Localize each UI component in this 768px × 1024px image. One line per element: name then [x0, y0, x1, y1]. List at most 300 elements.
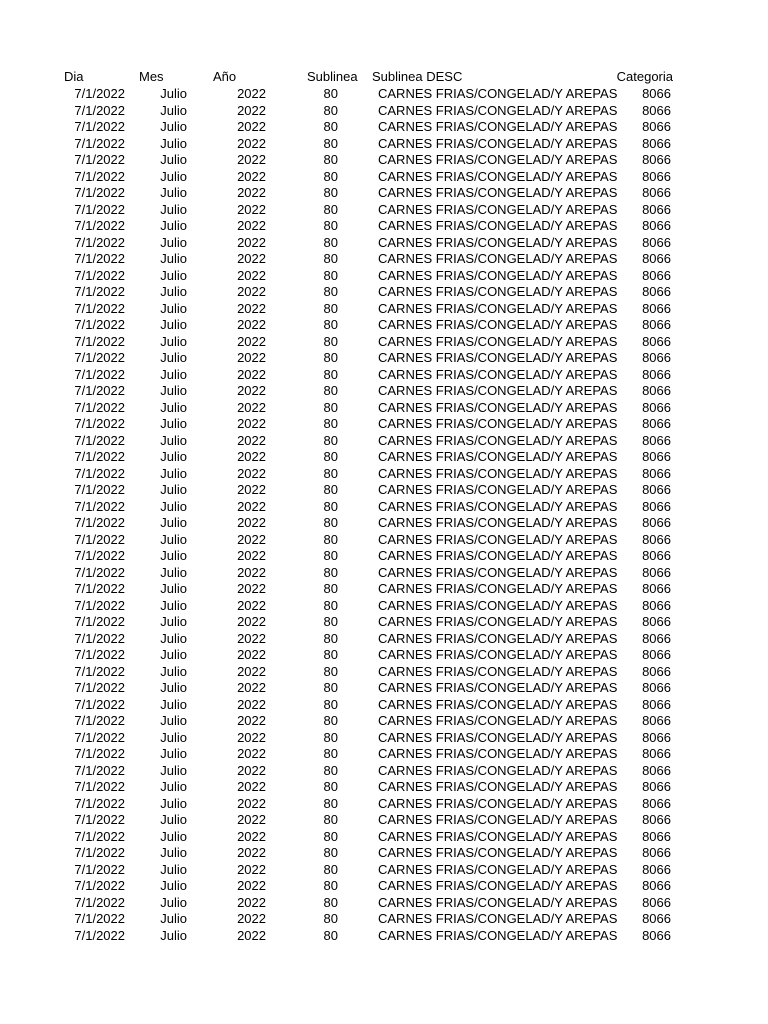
- cell-anio[interactable]: 2022: [237, 102, 266, 118]
- cell-anio[interactable]: 2022: [237, 779, 266, 794]
- cell-dia[interactable]: 7/1/2022: [74, 119, 125, 134]
- cell-mes[interactable]: Julio: [160, 383, 187, 398]
- cell-sublinea[interactable]: 80: [323, 779, 338, 794]
- cell-mes[interactable]: Julio: [160, 251, 187, 266]
- cell-sublinea-desc[interactable]: CARNES FRIAS/CONGELAD/Y AREPAS: [378, 333, 618, 349]
- cell-mes[interactable]: Julio: [160, 218, 187, 233]
- cell-sublinea[interactable]: 80: [323, 399, 338, 415]
- cell-sublinea[interactable]: 80: [323, 795, 338, 811]
- cell-sublinea[interactable]: 80: [323, 531, 338, 547]
- cell-dia[interactable]: 7/1/2022: [74, 86, 125, 101]
- cell-anio[interactable]: 2022: [237, 135, 266, 151]
- cell-dia[interactable]: 7/1/2022: [74, 878, 125, 893]
- cell-categoria[interactable]: 8066: [642, 630, 671, 646]
- cell-mes[interactable]: Julio: [160, 746, 187, 761]
- cell-sublinea[interactable]: 80: [323, 515, 338, 530]
- cell-sublinea[interactable]: 80: [323, 746, 338, 761]
- cell-dia[interactable]: 7/1/2022: [74, 845, 125, 860]
- cell-sublinea-desc[interactable]: CARNES FRIAS/CONGELAD/Y AREPAS: [378, 432, 618, 448]
- cell-sublinea-desc[interactable]: CARNES FRIAS/CONGELAD/Y AREPAS: [378, 614, 618, 629]
- cell-sublinea[interactable]: 80: [323, 234, 338, 250]
- cell-anio[interactable]: 2022: [237, 861, 266, 877]
- cell-categoria[interactable]: 8066: [642, 86, 671, 101]
- cell-mes[interactable]: Julio: [160, 696, 187, 712]
- cell-mes[interactable]: Julio: [160, 548, 187, 563]
- cell-sublinea[interactable]: 80: [323, 597, 338, 613]
- cell-sublinea[interactable]: 80: [323, 548, 338, 563]
- cell-mes[interactable]: Julio: [160, 630, 187, 646]
- cell-dia[interactable]: 7/1/2022: [74, 647, 125, 662]
- cell-dia[interactable]: 7/1/2022: [74, 201, 125, 217]
- cell-anio[interactable]: 2022: [237, 663, 266, 679]
- cell-categoria[interactable]: 8066: [642, 482, 671, 497]
- cell-dia[interactable]: 7/1/2022: [74, 366, 125, 382]
- cell-anio[interactable]: 2022: [237, 911, 266, 926]
- cell-sublinea-desc[interactable]: CARNES FRIAS/CONGELAD/Y AREPAS: [378, 284, 618, 299]
- cell-sublinea[interactable]: 80: [323, 333, 338, 349]
- cell-anio[interactable]: 2022: [237, 828, 266, 844]
- cell-categoria[interactable]: 8066: [642, 383, 671, 398]
- cell-mes[interactable]: Julio: [160, 432, 187, 448]
- cell-sublinea[interactable]: 80: [323, 647, 338, 662]
- cell-sublinea-desc[interactable]: CARNES FRIAS/CONGELAD/Y AREPAS: [378, 119, 618, 134]
- cell-sublinea-desc[interactable]: CARNES FRIAS/CONGELAD/Y AREPAS: [378, 218, 618, 233]
- cell-mes[interactable]: Julio: [160, 482, 187, 497]
- cell-mes[interactable]: Julio: [160, 366, 187, 382]
- cell-sublinea[interactable]: 80: [323, 861, 338, 877]
- cell-dia[interactable]: 7/1/2022: [74, 927, 125, 943]
- cell-categoria[interactable]: 8066: [642, 135, 671, 151]
- cell-mes[interactable]: Julio: [160, 317, 187, 332]
- cell-sublinea[interactable]: 80: [323, 251, 338, 266]
- cell-anio[interactable]: 2022: [237, 317, 266, 332]
- cell-sublinea-desc[interactable]: CARNES FRIAS/CONGELAD/Y AREPAS: [378, 416, 618, 431]
- cell-anio[interactable]: 2022: [237, 548, 266, 563]
- cell-sublinea[interactable]: 80: [323, 878, 338, 893]
- cell-dia[interactable]: 7/1/2022: [74, 548, 125, 563]
- cell-categoria[interactable]: 8066: [642, 498, 671, 514]
- cell-anio[interactable]: 2022: [237, 201, 266, 217]
- cell-sublinea[interactable]: 80: [323, 911, 338, 926]
- cell-dia[interactable]: 7/1/2022: [74, 416, 125, 431]
- cell-sublinea-desc[interactable]: CARNES FRIAS/CONGELAD/Y AREPAS: [378, 647, 618, 662]
- cell-anio[interactable]: 2022: [237, 498, 266, 514]
- cell-mes[interactable]: Julio: [160, 152, 187, 167]
- cell-categoria[interactable]: 8066: [642, 317, 671, 332]
- cell-sublinea-desc[interactable]: CARNES FRIAS/CONGELAD/Y AREPAS: [378, 927, 618, 943]
- cell-sublinea-desc[interactable]: CARNES FRIAS/CONGELAD/Y AREPAS: [378, 383, 618, 398]
- cell-mes[interactable]: Julio: [160, 845, 187, 860]
- cell-sublinea[interactable]: 80: [323, 845, 338, 860]
- cell-dia[interactable]: 7/1/2022: [74, 729, 125, 745]
- cell-anio[interactable]: 2022: [237, 152, 266, 167]
- cell-categoria[interactable]: 8066: [642, 449, 671, 464]
- cell-sublinea[interactable]: 80: [323, 713, 338, 728]
- cell-anio[interactable]: 2022: [237, 465, 266, 481]
- cell-sublinea-desc[interactable]: CARNES FRIAS/CONGELAD/Y AREPAS: [378, 762, 618, 778]
- cell-categoria[interactable]: 8066: [642, 845, 671, 860]
- cell-dia[interactable]: 7/1/2022: [74, 185, 125, 200]
- cell-mes[interactable]: Julio: [160, 333, 187, 349]
- cell-categoria[interactable]: 8066: [642, 284, 671, 299]
- cell-dia[interactable]: 7/1/2022: [74, 630, 125, 646]
- cell-dia[interactable]: 7/1/2022: [74, 696, 125, 712]
- cell-sublinea[interactable]: 80: [323, 383, 338, 398]
- cell-dia[interactable]: 7/1/2022: [74, 498, 125, 514]
- cell-categoria[interactable]: 8066: [642, 399, 671, 415]
- cell-dia[interactable]: 7/1/2022: [74, 531, 125, 547]
- cell-dia[interactable]: 7/1/2022: [74, 102, 125, 118]
- cell-sublinea[interactable]: 80: [323, 135, 338, 151]
- cell-sublinea-desc[interactable]: CARNES FRIAS/CONGELAD/Y AREPAS: [378, 498, 618, 514]
- cell-sublinea[interactable]: 80: [323, 300, 338, 316]
- cell-categoria[interactable]: 8066: [642, 102, 671, 118]
- cell-sublinea-desc[interactable]: CARNES FRIAS/CONGELAD/Y AREPAS: [378, 399, 618, 415]
- cell-sublinea[interactable]: 80: [323, 465, 338, 481]
- cell-dia[interactable]: 7/1/2022: [74, 284, 125, 299]
- cell-sublinea-desc[interactable]: CARNES FRIAS/CONGELAD/Y AREPAS: [378, 152, 618, 167]
- cell-anio[interactable]: 2022: [237, 86, 266, 101]
- cell-anio[interactable]: 2022: [237, 119, 266, 134]
- cell-anio[interactable]: 2022: [237, 416, 266, 431]
- cell-categoria[interactable]: 8066: [642, 812, 671, 827]
- cell-anio[interactable]: 2022: [237, 927, 266, 943]
- cell-dia[interactable]: 7/1/2022: [74, 383, 125, 398]
- cell-sublinea-desc[interactable]: CARNES FRIAS/CONGELAD/Y AREPAS: [378, 878, 618, 893]
- cell-sublinea[interactable]: 80: [323, 894, 338, 910]
- cell-dia[interactable]: 7/1/2022: [74, 432, 125, 448]
- cell-sublinea[interactable]: 80: [323, 185, 338, 200]
- cell-sublinea-desc[interactable]: CARNES FRIAS/CONGELAD/Y AREPAS: [378, 482, 618, 497]
- cell-sublinea[interactable]: 80: [323, 482, 338, 497]
- cell-mes[interactable]: Julio: [160, 498, 187, 514]
- cell-sublinea-desc[interactable]: CARNES FRIAS/CONGELAD/Y AREPAS: [378, 201, 618, 217]
- cell-sublinea-desc[interactable]: CARNES FRIAS/CONGELAD/Y AREPAS: [378, 894, 618, 910]
- cell-categoria[interactable]: 8066: [642, 465, 671, 481]
- cell-sublinea[interactable]: 80: [323, 350, 338, 365]
- cell-dia[interactable]: 7/1/2022: [74, 762, 125, 778]
- cell-mes[interactable]: Julio: [160, 861, 187, 877]
- cell-dia[interactable]: 7/1/2022: [74, 795, 125, 811]
- cell-mes[interactable]: Julio: [160, 449, 187, 464]
- cell-dia[interactable]: 7/1/2022: [74, 861, 125, 877]
- cell-categoria[interactable]: 8066: [642, 614, 671, 629]
- cell-sublinea-desc[interactable]: CARNES FRIAS/CONGELAD/Y AREPAS: [378, 548, 618, 563]
- cell-dia[interactable]: 7/1/2022: [74, 135, 125, 151]
- cell-categoria[interactable]: 8066: [642, 251, 671, 266]
- cell-sublinea-desc[interactable]: CARNES FRIAS/CONGELAD/Y AREPAS: [378, 746, 618, 761]
- header-anio[interactable]: Año: [213, 69, 237, 84]
- cell-dia[interactable]: 7/1/2022: [74, 680, 125, 695]
- cell-mes[interactable]: Julio: [160, 168, 187, 184]
- cell-categoria[interactable]: 8066: [642, 828, 671, 844]
- cell-categoria[interactable]: 8066: [642, 713, 671, 728]
- cell-categoria[interactable]: 8066: [642, 300, 671, 316]
- cell-anio[interactable]: 2022: [237, 762, 266, 778]
- cell-mes[interactable]: Julio: [160, 350, 187, 365]
- cell-mes[interactable]: Julio: [160, 86, 187, 101]
- cell-sublinea-desc[interactable]: CARNES FRIAS/CONGELAD/Y AREPAS: [378, 861, 618, 877]
- cell-dia[interactable]: 7/1/2022: [74, 300, 125, 316]
- cell-sublinea-desc[interactable]: CARNES FRIAS/CONGELAD/Y AREPAS: [378, 267, 618, 283]
- cell-categoria[interactable]: 8066: [642, 432, 671, 448]
- cell-dia[interactable]: 7/1/2022: [74, 581, 125, 596]
- cell-mes[interactable]: Julio: [160, 680, 187, 695]
- header-categoria[interactable]: Categoria: [616, 69, 673, 84]
- cell-dia[interactable]: 7/1/2022: [74, 350, 125, 365]
- cell-mes[interactable]: Julio: [160, 135, 187, 151]
- cell-categoria[interactable]: 8066: [642, 333, 671, 349]
- header-sublinea[interactable]: Sublinea: [307, 69, 358, 84]
- cell-sublinea[interactable]: 80: [323, 152, 338, 167]
- cell-dia[interactable]: 7/1/2022: [74, 317, 125, 332]
- cell-sublinea[interactable]: 80: [323, 168, 338, 184]
- cell-sublinea-desc[interactable]: CARNES FRIAS/CONGELAD/Y AREPAS: [378, 779, 618, 794]
- cell-anio[interactable]: 2022: [237, 878, 266, 893]
- cell-mes[interactable]: Julio: [160, 267, 187, 283]
- cell-categoria[interactable]: 8066: [642, 927, 671, 943]
- cell-categoria[interactable]: 8066: [642, 267, 671, 283]
- cell-categoria[interactable]: 8066: [642, 564, 671, 580]
- cell-sublinea[interactable]: 80: [323, 729, 338, 745]
- cell-anio[interactable]: 2022: [237, 449, 266, 464]
- cell-sublinea[interactable]: 80: [323, 86, 338, 101]
- cell-sublinea[interactable]: 80: [323, 828, 338, 844]
- cell-categoria[interactable]: 8066: [642, 548, 671, 563]
- cell-sublinea-desc[interactable]: CARNES FRIAS/CONGELAD/Y AREPAS: [378, 515, 618, 530]
- cell-sublinea[interactable]: 80: [323, 449, 338, 464]
- cell-dia[interactable]: 7/1/2022: [74, 482, 125, 497]
- cell-mes[interactable]: Julio: [160, 647, 187, 662]
- cell-mes[interactable]: Julio: [160, 102, 187, 118]
- cell-categoria[interactable]: 8066: [642, 795, 671, 811]
- cell-anio[interactable]: 2022: [237, 680, 266, 695]
- cell-mes[interactable]: Julio: [160, 531, 187, 547]
- cell-sublinea[interactable]: 80: [323, 762, 338, 778]
- cell-mes[interactable]: Julio: [160, 795, 187, 811]
- cell-sublinea-desc[interactable]: CARNES FRIAS/CONGELAD/Y AREPAS: [378, 366, 618, 382]
- cell-anio[interactable]: 2022: [237, 614, 266, 629]
- cell-categoria[interactable]: 8066: [642, 515, 671, 530]
- cell-sublinea-desc[interactable]: CARNES FRIAS/CONGELAD/Y AREPAS: [378, 911, 618, 926]
- cell-categoria[interactable]: 8066: [642, 201, 671, 217]
- cell-mes[interactable]: Julio: [160, 564, 187, 580]
- cell-sublinea[interactable]: 80: [323, 201, 338, 217]
- cell-mes[interactable]: Julio: [160, 581, 187, 596]
- cell-sublinea-desc[interactable]: CARNES FRIAS/CONGELAD/Y AREPAS: [378, 449, 618, 464]
- cell-sublinea-desc[interactable]: CARNES FRIAS/CONGELAD/Y AREPAS: [378, 828, 618, 844]
- cell-dia[interactable]: 7/1/2022: [74, 465, 125, 481]
- cell-anio[interactable]: 2022: [237, 515, 266, 530]
- header-dia[interactable]: Dia: [64, 69, 84, 84]
- cell-dia[interactable]: 7/1/2022: [74, 614, 125, 629]
- cell-anio[interactable]: 2022: [237, 251, 266, 266]
- cell-sublinea-desc[interactable]: CARNES FRIAS/CONGELAD/Y AREPAS: [378, 812, 618, 827]
- cell-sublinea[interactable]: 80: [323, 927, 338, 943]
- cell-sublinea-desc[interactable]: CARNES FRIAS/CONGELAD/Y AREPAS: [378, 135, 618, 151]
- cell-dia[interactable]: 7/1/2022: [74, 779, 125, 794]
- cell-anio[interactable]: 2022: [237, 581, 266, 596]
- cell-categoria[interactable]: 8066: [642, 581, 671, 596]
- cell-anio[interactable]: 2022: [237, 696, 266, 712]
- cell-categoria[interactable]: 8066: [642, 531, 671, 547]
- cell-anio[interactable]: 2022: [237, 746, 266, 761]
- cell-anio[interactable]: 2022: [237, 218, 266, 233]
- cell-anio[interactable]: 2022: [237, 713, 266, 728]
- cell-sublinea-desc[interactable]: CARNES FRIAS/CONGELAD/Y AREPAS: [378, 564, 618, 580]
- cell-sublinea-desc[interactable]: CARNES FRIAS/CONGELAD/Y AREPAS: [378, 102, 618, 118]
- cell-sublinea[interactable]: 80: [323, 614, 338, 629]
- cell-sublinea-desc[interactable]: CARNES FRIAS/CONGELAD/Y AREPAS: [378, 581, 618, 596]
- cell-anio[interactable]: 2022: [237, 812, 266, 827]
- cell-anio[interactable]: 2022: [237, 597, 266, 613]
- cell-categoria[interactable]: 8066: [642, 597, 671, 613]
- cell-sublinea-desc[interactable]: CARNES FRIAS/CONGELAD/Y AREPAS: [378, 251, 618, 266]
- cell-sublinea-desc[interactable]: CARNES FRIAS/CONGELAD/Y AREPAS: [378, 168, 618, 184]
- cell-dia[interactable]: 7/1/2022: [74, 267, 125, 283]
- cell-mes[interactable]: Julio: [160, 894, 187, 910]
- cell-sublinea-desc[interactable]: CARNES FRIAS/CONGELAD/Y AREPAS: [378, 663, 618, 679]
- cell-dia[interactable]: 7/1/2022: [74, 515, 125, 530]
- cell-mes[interactable]: Julio: [160, 762, 187, 778]
- cell-sublinea[interactable]: 80: [323, 696, 338, 712]
- cell-categoria[interactable]: 8066: [642, 350, 671, 365]
- cell-mes[interactable]: Julio: [160, 234, 187, 250]
- cell-sublinea-desc[interactable]: CARNES FRIAS/CONGELAD/Y AREPAS: [378, 317, 618, 332]
- cell-sublinea-desc[interactable]: CARNES FRIAS/CONGELAD/Y AREPAS: [378, 185, 618, 200]
- cell-categoria[interactable]: 8066: [642, 663, 671, 679]
- cell-sublinea[interactable]: 80: [323, 119, 338, 134]
- cell-dia[interactable]: 7/1/2022: [74, 828, 125, 844]
- cell-anio[interactable]: 2022: [237, 482, 266, 497]
- cell-categoria[interactable]: 8066: [642, 152, 671, 167]
- cell-sublinea[interactable]: 80: [323, 680, 338, 695]
- cell-sublinea-desc[interactable]: CARNES FRIAS/CONGELAD/Y AREPAS: [378, 234, 618, 250]
- cell-sublinea-desc[interactable]: CARNES FRIAS/CONGELAD/Y AREPAS: [378, 300, 618, 316]
- cell-mes[interactable]: Julio: [160, 812, 187, 827]
- cell-sublinea-desc[interactable]: CARNES FRIAS/CONGELAD/Y AREPAS: [378, 86, 618, 101]
- cell-dia[interactable]: 7/1/2022: [74, 911, 125, 926]
- cell-dia[interactable]: 7/1/2022: [74, 399, 125, 415]
- cell-categoria[interactable]: 8066: [642, 894, 671, 910]
- cell-dia[interactable]: 7/1/2022: [74, 894, 125, 910]
- cell-categoria[interactable]: 8066: [642, 234, 671, 250]
- cell-sublinea[interactable]: 80: [323, 581, 338, 596]
- cell-dia[interactable]: 7/1/2022: [74, 251, 125, 266]
- cell-mes[interactable]: Julio: [160, 927, 187, 943]
- cell-mes[interactable]: Julio: [160, 284, 187, 299]
- cell-sublinea[interactable]: 80: [323, 284, 338, 299]
- cell-categoria[interactable]: 8066: [642, 746, 671, 761]
- cell-anio[interactable]: 2022: [237, 366, 266, 382]
- cell-dia[interactable]: 7/1/2022: [74, 168, 125, 184]
- cell-sublinea-desc[interactable]: CARNES FRIAS/CONGELAD/Y AREPAS: [378, 795, 618, 811]
- cell-anio[interactable]: 2022: [237, 531, 266, 547]
- cell-mes[interactable]: Julio: [160, 416, 187, 431]
- cell-mes[interactable]: Julio: [160, 515, 187, 530]
- cell-dia[interactable]: 7/1/2022: [74, 218, 125, 233]
- cell-dia[interactable]: 7/1/2022: [74, 597, 125, 613]
- cell-anio[interactable]: 2022: [237, 185, 266, 200]
- cell-dia[interactable]: 7/1/2022: [74, 449, 125, 464]
- cell-categoria[interactable]: 8066: [642, 119, 671, 134]
- cell-dia[interactable]: 7/1/2022: [74, 564, 125, 580]
- cell-anio[interactable]: 2022: [237, 300, 266, 316]
- cell-categoria[interactable]: 8066: [642, 185, 671, 200]
- cell-sublinea-desc[interactable]: CARNES FRIAS/CONGELAD/Y AREPAS: [378, 729, 618, 745]
- cell-anio[interactable]: 2022: [237, 333, 266, 349]
- cell-mes[interactable]: Julio: [160, 300, 187, 316]
- cell-anio[interactable]: 2022: [237, 267, 266, 283]
- cell-anio[interactable]: 2022: [237, 630, 266, 646]
- cell-dia[interactable]: 7/1/2022: [74, 812, 125, 827]
- cell-sublinea[interactable]: 80: [323, 317, 338, 332]
- cell-dia[interactable]: 7/1/2022: [74, 234, 125, 250]
- cell-anio[interactable]: 2022: [237, 234, 266, 250]
- cell-mes[interactable]: Julio: [160, 663, 187, 679]
- cell-categoria[interactable]: 8066: [642, 878, 671, 893]
- cell-mes[interactable]: Julio: [160, 465, 187, 481]
- cell-anio[interactable]: 2022: [237, 168, 266, 184]
- cell-sublinea[interactable]: 80: [323, 366, 338, 382]
- cell-anio[interactable]: 2022: [237, 383, 266, 398]
- cell-sublinea[interactable]: 80: [323, 564, 338, 580]
- header-mes[interactable]: Mes: [139, 69, 164, 84]
- cell-mes[interactable]: Julio: [160, 185, 187, 200]
- cell-anio[interactable]: 2022: [237, 350, 266, 365]
- cell-mes[interactable]: Julio: [160, 713, 187, 728]
- cell-categoria[interactable]: 8066: [642, 762, 671, 778]
- cell-anio[interactable]: 2022: [237, 894, 266, 910]
- cell-dia[interactable]: 7/1/2022: [74, 663, 125, 679]
- cell-dia[interactable]: 7/1/2022: [74, 152, 125, 167]
- cell-sublinea-desc[interactable]: CARNES FRIAS/CONGELAD/Y AREPAS: [378, 845, 618, 860]
- cell-dia[interactable]: 7/1/2022: [74, 746, 125, 761]
- cell-sublinea[interactable]: 80: [323, 416, 338, 431]
- cell-mes[interactable]: Julio: [160, 911, 187, 926]
- cell-sublinea-desc[interactable]: CARNES FRIAS/CONGELAD/Y AREPAS: [378, 696, 618, 712]
- cell-anio[interactable]: 2022: [237, 729, 266, 745]
- cell-sublinea-desc[interactable]: CARNES FRIAS/CONGELAD/Y AREPAS: [378, 680, 618, 695]
- cell-anio[interactable]: 2022: [237, 795, 266, 811]
- cell-categoria[interactable]: 8066: [642, 366, 671, 382]
- cell-categoria[interactable]: 8066: [642, 168, 671, 184]
- cell-dia[interactable]: 7/1/2022: [74, 713, 125, 728]
- cell-mes[interactable]: Julio: [160, 614, 187, 629]
- cell-categoria[interactable]: 8066: [642, 647, 671, 662]
- cell-categoria[interactable]: 8066: [642, 729, 671, 745]
- cell-sublinea[interactable]: 80: [323, 630, 338, 646]
- cell-sublinea[interactable]: 80: [323, 432, 338, 448]
- cell-sublinea[interactable]: 80: [323, 812, 338, 827]
- cell-anio[interactable]: 2022: [237, 432, 266, 448]
- cell-sublinea-desc[interactable]: CARNES FRIAS/CONGELAD/Y AREPAS: [378, 465, 618, 481]
- cell-sublinea-desc[interactable]: CARNES FRIAS/CONGELAD/Y AREPAS: [378, 630, 618, 646]
- cell-mes[interactable]: Julio: [160, 729, 187, 745]
- cell-anio[interactable]: 2022: [237, 845, 266, 860]
- cell-categoria[interactable]: 8066: [642, 416, 671, 431]
- cell-anio[interactable]: 2022: [237, 284, 266, 299]
- cell-mes[interactable]: Julio: [160, 878, 187, 893]
- cell-sublinea[interactable]: 80: [323, 218, 338, 233]
- cell-categoria[interactable]: 8066: [642, 218, 671, 233]
- cell-categoria[interactable]: 8066: [642, 861, 671, 877]
- cell-mes[interactable]: Julio: [160, 399, 187, 415]
- cell-mes[interactable]: Julio: [160, 119, 187, 134]
- cell-categoria[interactable]: 8066: [642, 779, 671, 794]
- cell-sublinea-desc[interactable]: CARNES FRIAS/CONGELAD/Y AREPAS: [378, 531, 618, 547]
- cell-mes[interactable]: Julio: [160, 201, 187, 217]
